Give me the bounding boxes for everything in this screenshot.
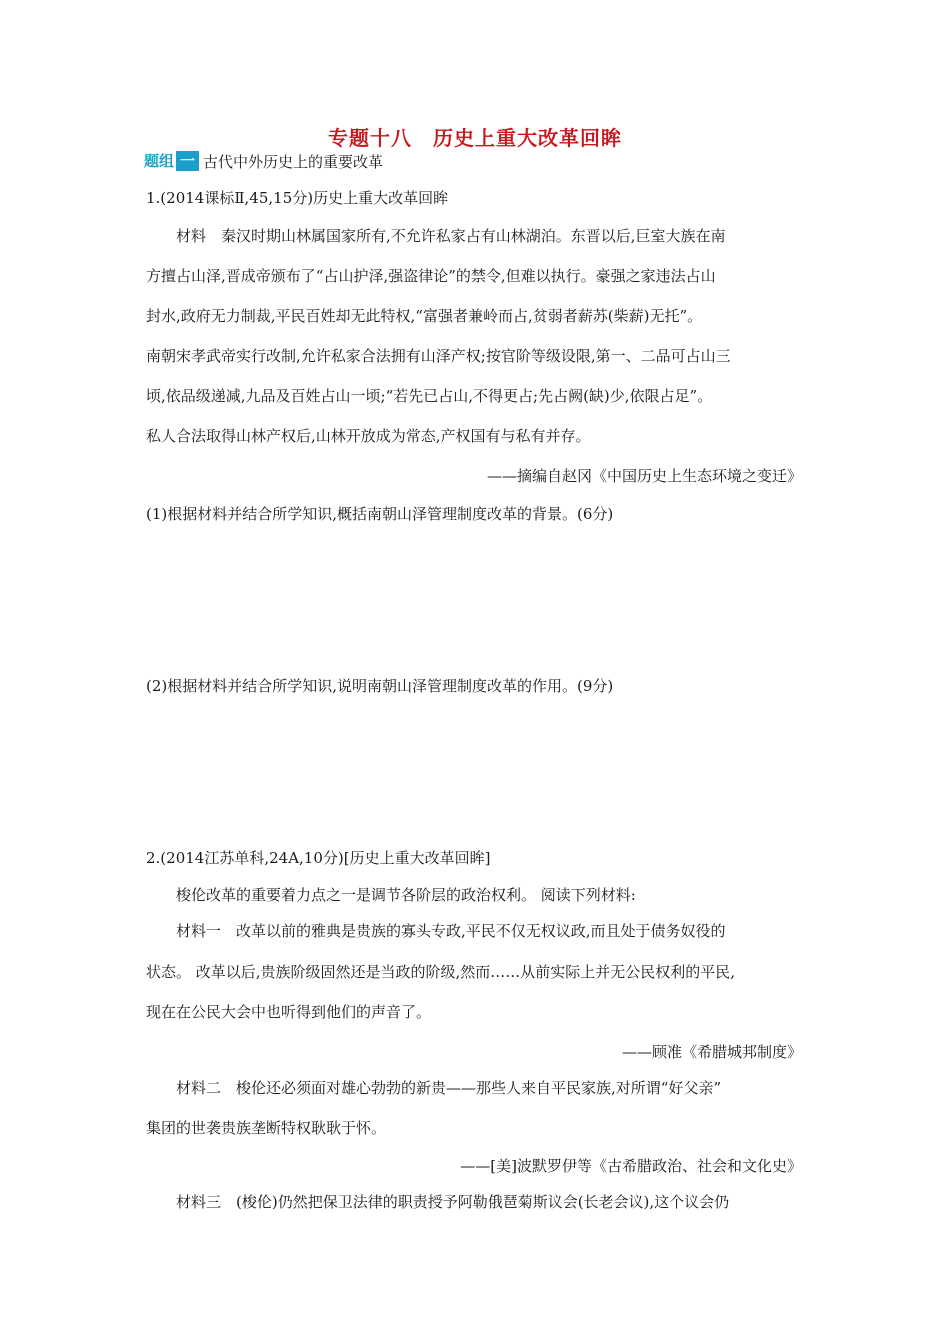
question-1-header: 1.(2014课标Ⅱ,45,15分)历史上重大改革回眸	[146, 189, 449, 207]
group-badge-number: 一	[176, 151, 199, 171]
q1-material-line: 方擅占山泽,晋成帝颁布了“占山护泽,强盗律论”的禁令,但难以执行。豪强之家违法占山	[146, 267, 716, 285]
q2-material-1-line: 现在在公民大会中也听得到他们的声音了。	[146, 1003, 432, 1021]
q1-material-line: 顷,依品级递减,九品及百姓占山一顷;“若先已占山,不得更占;先占阙(缺)少,依限占足”。	[146, 387, 713, 405]
q1-material-line: 私人合法取得山林产权后,山林开放成为常态,产权国有与私有并存。	[146, 427, 591, 445]
q2-intro: 梭伦改革的重要着力点之一是调节各阶层的政治权利。 阅读下列材料:	[176, 886, 636, 904]
q2-material-1-source: ——顾准《希腊城邦制度》	[621, 1043, 802, 1061]
question-group-header	[142, 150, 383, 172]
q1-material-line: 南朝宋孝武帝实行改制,允许私家合法拥有山泽产权;按官阶等级设限,第一、二品可占山三	[146, 347, 731, 365]
q1-subquestion-1: (1)根据材料并结合所学知识,概括南朝山泽管理制度改革的背景。(6分)	[146, 505, 614, 523]
q1-source-citation: ——摘编自赵冈《中国历史上生态环境之变迁》	[486, 467, 802, 485]
q2-material-2-line: 材料二 梭伦还必须面对雄心勃勃的新贵——那些人来自平民家族,对所谓“好父亲”	[176, 1079, 722, 1097]
q2-material-3-line: 材料三 (梭伦)仍然把保卫法律的职责授予阿勒俄琶菊斯议会(长老会议),这个议会仍	[176, 1193, 730, 1211]
q2-material-1-line: 材料一 改革以前的雅典是贵族的寡头专政,平民不仅无权议政,而且处于债务奴役的	[176, 922, 726, 940]
q2-material-2-source: ——[美]波默罗伊等《古希腊政治、社会和文化史》	[460, 1157, 802, 1175]
q1-subquestion-2: (2)根据材料并结合所学知识,说明南朝山泽管理制度改革的作用。(9分)	[146, 677, 614, 695]
group-title: 古代中外历史上的重要改革	[203, 152, 384, 171]
group-badge-label: 题组	[144, 152, 175, 170]
question-2-header: 2.(2014江苏单科,24A,10分)[历史上重大改革回眸]	[146, 849, 491, 867]
q2-material-1-line: 状态。 改革以后,贵族阶级固然还是当政的阶级,然而……从前实际上并无公民权利的平民,	[146, 963, 736, 981]
q1-material-line: 材料 秦汉时期山林属国家所有,不允许私家占有山林湖泊。东晋以后,巨室大族在南	[176, 227, 726, 245]
page-title: 专题十八 历史上重大改革回眸	[328, 126, 622, 150]
group-badge	[142, 151, 199, 171]
q1-material-line: 封水,政府无力制裁,平民百姓却无此特权,“富强者兼岭而占,贫弱者薪苏(柴薪)无托”。	[146, 307, 703, 325]
q2-material-2-line: 集团的世袭贵族垄断特权耿耿于怀。	[146, 1119, 387, 1137]
